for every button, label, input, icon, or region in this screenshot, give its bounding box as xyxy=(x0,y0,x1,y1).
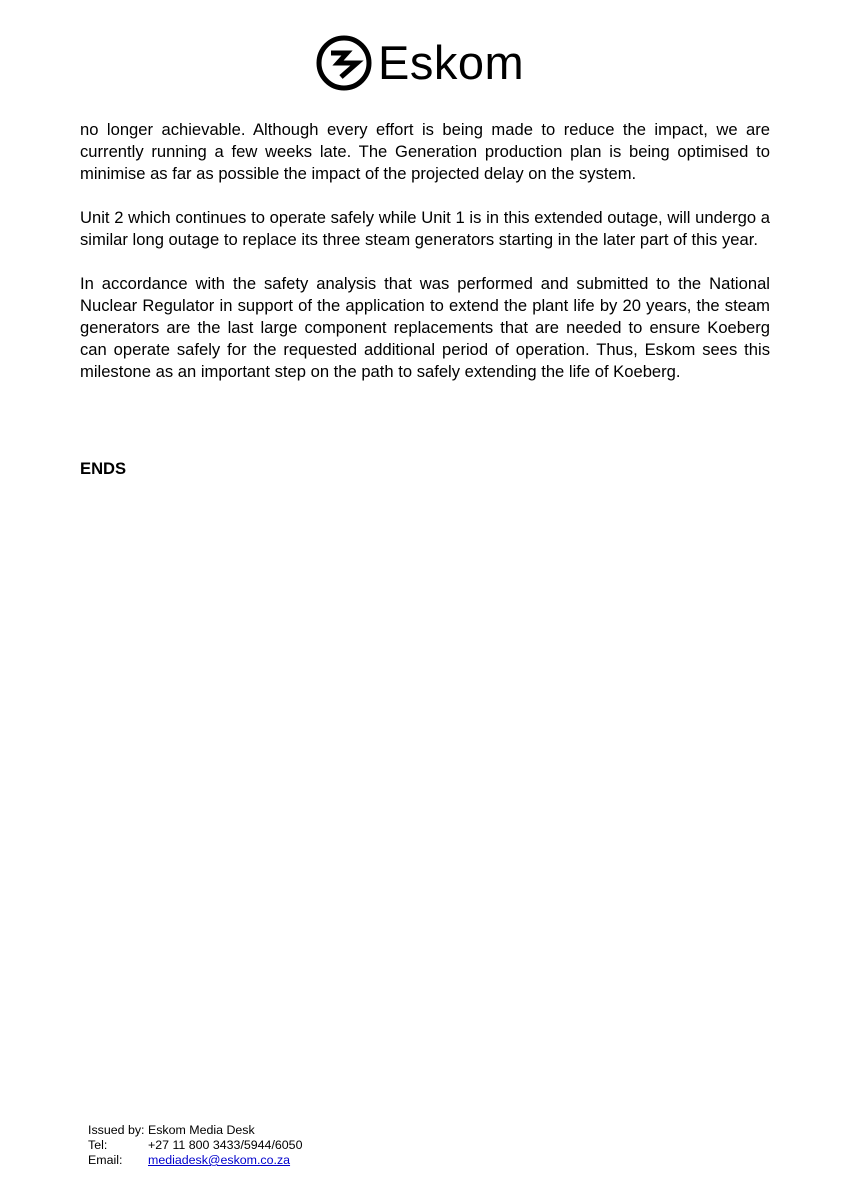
eskom-logo-icon xyxy=(316,35,372,91)
paragraph-2: Unit 2 which continues to operate safely while Unit 1 is in this extended outage, will undergo a similar long outage to replace its three steam generators starting in the later part of this year. xyxy=(80,208,770,249)
issued-by-value: Eskom Media Desk xyxy=(147,1123,255,1137)
contact-footer xyxy=(88,1123,302,1168)
issued-by-label: Issued by: xyxy=(88,1123,145,1137)
paragraph-3: In accordance with the safety analysis that was performed and submitted to the National Nuclear Regulator in support of the application to extend the plant life by 20 years, the steam generators are the last large component replacements that are needed to ensure Koeberg can operate safely for the requested additional period of operation. Thus, Eskom sees this milestone as an important step on the path to safely extending the life of Koeberg. xyxy=(80,274,770,381)
tel-value: +27 11 800 3433/5944/6050 xyxy=(148,1138,303,1152)
logo-wordmark: Eskom xyxy=(378,36,525,89)
tel-label: Tel: xyxy=(88,1138,108,1152)
paragraph-1: no longer achievable. Although every effort is being made to reduce the impact, we are currently running a few weeks late. The Generation production plan is being optimised to minimise as far as possible the impact of the projected delay on the system. xyxy=(80,120,770,183)
press-release-body xyxy=(80,119,770,405)
eskom-logo xyxy=(316,34,524,92)
tel-row xyxy=(88,1138,302,1153)
email-row xyxy=(88,1153,302,1168)
issued-by-row xyxy=(88,1123,302,1138)
ends-marker: ENDS xyxy=(80,459,127,478)
email-label: Email: xyxy=(88,1153,123,1167)
email-link[interactable]: mediadesk@eskom.co.za xyxy=(148,1153,291,1167)
